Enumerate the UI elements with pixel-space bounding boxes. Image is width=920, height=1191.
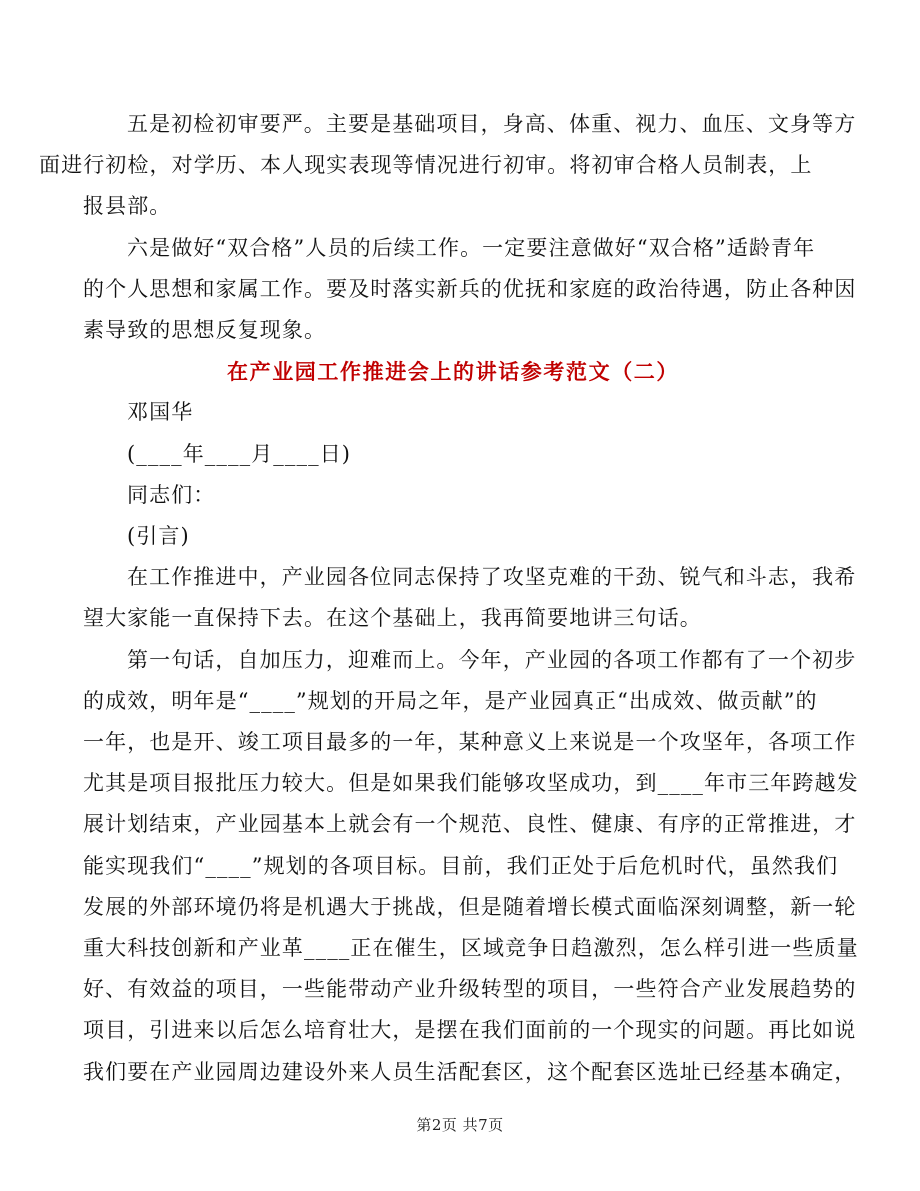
text-line: 的个人思想和家属工作。要及时落实新兵的优抚和家庭的政治待遇，防止各种因 bbox=[83, 276, 857, 301]
text-line: 项目，引进来以后怎么培育壮大，是摆在我们面前的一个现实的问题。再比如说 bbox=[83, 1018, 857, 1043]
text-line: 素导致的思想反复现象。 bbox=[83, 318, 327, 343]
paragraph-section-five bbox=[39, 104, 857, 228]
text-line: 面进行初检，对学历、本人现实表现等情况进行初审。将初审合格人员制表，上 bbox=[39, 153, 813, 178]
text-line: 六是做好“双合格”人员的后续工作。一定要注意做好“双合格”适龄青年 bbox=[127, 235, 816, 260]
text-line: 一年，也是开、竣工项目最多的一年，某种意义上来说是一个攻坚年，各项工作 bbox=[83, 730, 857, 755]
paragraph-first-sentence bbox=[83, 640, 859, 1093]
page-number-footer: 第2页 共7页 bbox=[416, 1116, 504, 1134]
date-line: (____年____月____日) bbox=[127, 441, 352, 466]
document-body bbox=[39, 104, 859, 1093]
text-line: 第一句话，自加压力，迎难而上。今年，产业园的各项工作都有了一个初步 bbox=[127, 647, 857, 672]
text-line: 能实现我们“____”规划的各项目标。目前，我们正处于后危机时代，虽然我们 bbox=[83, 853, 839, 878]
paragraph-intro bbox=[83, 557, 857, 639]
text-line: 展计划结束，产业园基本上就会有一个规范、良性、健康、有序的正常推进，才 bbox=[83, 812, 857, 837]
text-line: 五是初检初审要严。主要是基础项目，身高、体重、视力、血压、文身等方 bbox=[127, 112, 857, 136]
text-line: 我们要在产业园周边建设外来人员生活配套区，这个配套区选址已经基本确定， bbox=[83, 1059, 857, 1084]
text-line: 尤其是项目报批压力较大。但是如果我们能够攻坚成功，到____年市三年跨越发 bbox=[83, 771, 859, 796]
text-line: 重大科技创新和产业革____正在催生，区域竞争日趋激烈，怎么样引进一些质量 bbox=[83, 936, 859, 961]
paragraph-section-six bbox=[83, 228, 857, 352]
salutation: 同志们： bbox=[127, 482, 216, 507]
document-title: 在产业园工作推进会上的讲话参考范文（二） bbox=[227, 359, 679, 385]
author-name: 邓国华 bbox=[127, 400, 194, 425]
text-line: 的成效，明年是“____”规划的开局之年，是产业园真正“出成效、做贡献”的 bbox=[83, 688, 818, 713]
intro-label: (引言) bbox=[127, 524, 190, 549]
text-line: 好、有效益的项目，一些能带动产业升级转型的项目，一些符合产业发展趋势的 bbox=[83, 977, 857, 1002]
text-line: 在工作推进中，产业园各位同志保持了攻坚克难的干劲、锐气和斗志，我希 bbox=[127, 565, 857, 590]
text-line: 报县部。 bbox=[83, 194, 172, 219]
text-line: 发展的外部环境仍将是机遇大于挑战，但是随着增长模式面临深刻调整，新一轮 bbox=[83, 894, 857, 919]
text-line: 望大家能一直保持下去。在这个基础上，我再简要地讲三句话。 bbox=[83, 606, 702, 631]
